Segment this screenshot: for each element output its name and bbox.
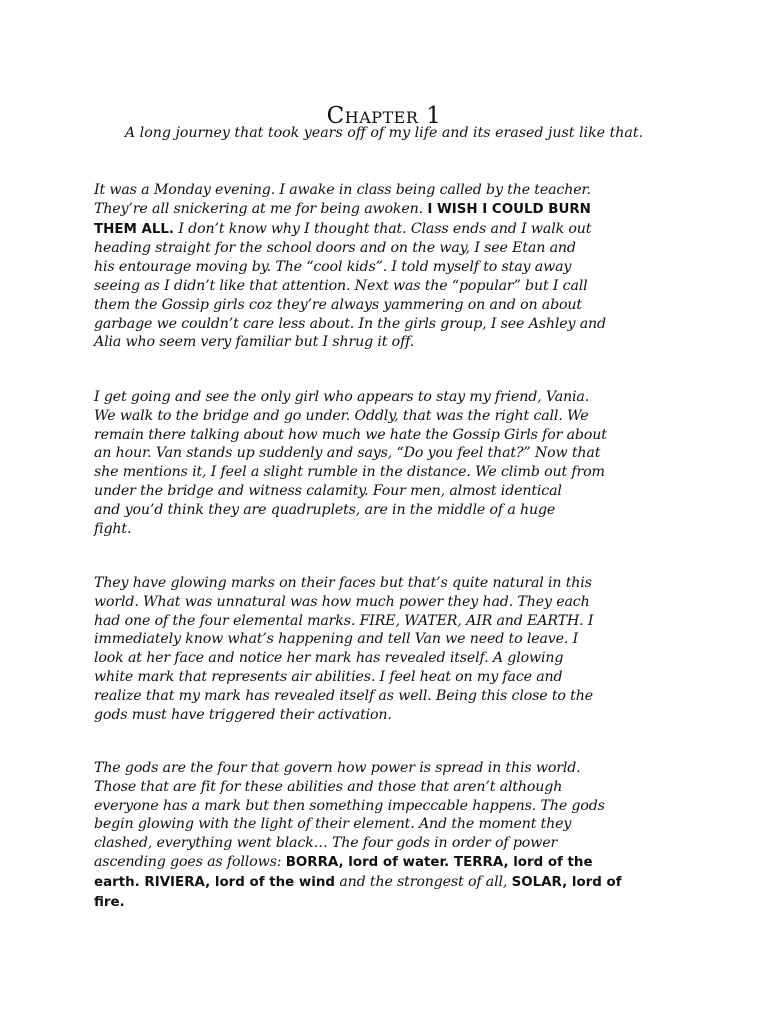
paragraph-2 — [94, 388, 682, 538]
bold-text: BORRA, lord of water. TERRA, lord of the — [285, 854, 593, 870]
chapter-title: Chapter 1 — [326, 103, 442, 130]
text-line — [94, 444, 682, 463]
text-line — [94, 258, 682, 277]
text-line — [94, 797, 682, 816]
text-run: everyone has a mark but then something impeccable happens. The gods — [94, 797, 605, 814]
text-run: world. What was unnatural was how much power they had. They each — [94, 593, 590, 610]
text-run: gods must have triggered their activation. — [94, 706, 392, 723]
text-line — [94, 630, 682, 649]
text-run: begin glowing with the light of their element. And the moment they — [94, 816, 572, 833]
text-line — [94, 463, 682, 482]
text-line — [94, 593, 682, 612]
text-line — [94, 612, 682, 631]
text-line — [94, 333, 682, 352]
bold-text: SOLAR, lord of — [511, 874, 622, 890]
text-line — [94, 815, 682, 834]
text-line — [94, 426, 682, 445]
bold-text: I WISH I COULD BURN — [427, 201, 591, 217]
text-line — [94, 388, 682, 407]
text-run: an hour. Van stands up suddenly and says, “Do you feel that?” Now that — [94, 445, 601, 462]
paragraph-1 — [94, 181, 682, 352]
text-run: garbage we couldn’t care less about. In the girls group, I see Ashley and — [94, 315, 606, 332]
text-line — [94, 501, 682, 520]
text-run: white mark that represents air abilities. I feel heat on my face and — [94, 668, 563, 685]
chapter-subtitle: A long journey that took years off of my life and its erased just like that. — [124, 125, 644, 141]
text-run: Alia who seem very familiar but I shrug it off. — [94, 334, 415, 351]
text-run: We walk to the bridge and go under. Oddly, that was the right call. We — [94, 407, 589, 424]
text-run: The gods are the four that govern how power is spread in this world. — [94, 760, 581, 776]
text-line — [94, 834, 682, 853]
text-run: It was a Monday evening. I awake in class being called by the teacher. — [94, 182, 591, 198]
text-run: They have glowing marks on their faces but that’s quite natural in this — [94, 575, 592, 591]
bold-text: earth. RIVIERA, lord of the wind — [94, 874, 335, 890]
text-line — [94, 482, 682, 501]
text-run: and the strongest of all, — [334, 873, 512, 890]
text-run: heading straight for the school doors and on the way, I see Etan and — [94, 240, 576, 257]
text-line — [94, 687, 682, 706]
text-line — [94, 520, 682, 539]
text-run: his entourage moving by. The “cool kids”. I told myself to stay away — [94, 259, 572, 276]
text-line — [94, 778, 682, 797]
paragraph-3 — [94, 574, 682, 724]
text-run: them the Gossip girls coz they’re always yammering on and on about — [94, 296, 582, 313]
text-line — [94, 220, 682, 240]
text-line — [94, 759, 682, 778]
text-run: remain there talking about how much we hate the Gossip Girls for about — [94, 426, 607, 443]
text-line — [94, 649, 682, 668]
text-run: I get going and see the only girl who appears to stay my friend, Vania. — [94, 389, 590, 405]
text-line — [94, 706, 682, 725]
paragraph-4 — [94, 759, 682, 912]
text-line — [94, 296, 682, 315]
text-run: ascending goes as follows: — [94, 853, 286, 870]
text-run: I don’t know why I thought that. Class ends and I walk out — [174, 220, 592, 237]
text-line — [94, 668, 682, 687]
text-line — [94, 853, 682, 873]
bold-text: THEM ALL. — [94, 221, 174, 237]
text-line — [94, 893, 682, 913]
text-line — [94, 407, 682, 426]
text-run: They’re all snickering at me for being awoken. — [94, 200, 428, 217]
text-line — [94, 239, 682, 258]
text-line — [94, 574, 682, 593]
text-run: she mentions it, I feel a slight rumble in the distance. We climb out from — [94, 464, 605, 481]
text-run: seeing as I didn’t like that attention. Next was the “popular” but I call — [94, 277, 588, 294]
text-line — [94, 315, 682, 334]
text-run: under the bridge and witness calamity. Four men, almost identical — [94, 482, 562, 499]
text-line — [94, 181, 682, 200]
text-run: had one of the four elemental marks. FIRE, WATER, AIR and EARTH. I — [94, 612, 594, 629]
text-line — [94, 873, 682, 893]
text-line — [94, 277, 682, 296]
text-run: immediately know what’s happening and tell Van we need to leave. I — [94, 631, 579, 648]
text-run: fight. — [94, 520, 132, 537]
text-run: look at her face and notice her mark has revealed itself. A glowing — [94, 650, 564, 667]
text-line — [94, 200, 682, 220]
text-run: and you’d think they are quadruplets, are in the middle of a huge — [94, 501, 556, 518]
text-run: realize that my mark has revealed itself as well. Being this close to the — [94, 687, 593, 704]
text-run: Those that are fit for these abilities and those that aren’t although — [94, 778, 563, 795]
bold-text: fire. — [94, 894, 125, 910]
text-run: clashed, everything went black… The four gods in order of power — [94, 835, 558, 852]
